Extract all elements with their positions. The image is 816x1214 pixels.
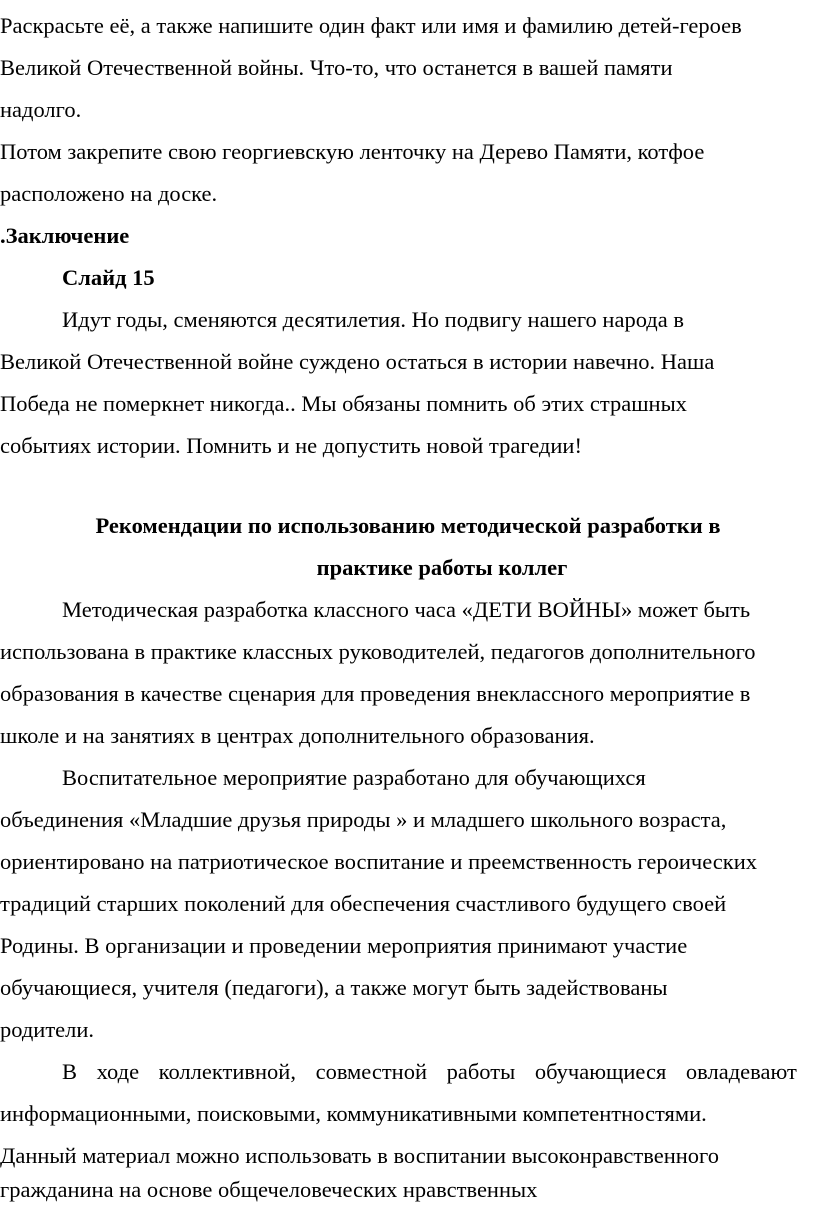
method-line-1: Методическая разработка классного часа «ДЕТИ ВОЙНЫ» может быть [62, 597, 751, 622]
attach-line-2: расположено на доске. [0, 181, 218, 206]
intro-line-3: надолго. [0, 97, 82, 122]
event-line-1: Воспитательное мероприятие разработано для обучающихся [62, 765, 646, 790]
recommendations-heading-line-1: Рекомендации по использованию методической разработки в [95, 513, 721, 538]
years-line-2: Великой Отечественной войне суждено остаться в истории навечно. Наша [0, 349, 715, 374]
collective-line-2: информационными, поисковыми, коммуникативными компетентностями. [0, 1101, 707, 1126]
intro-line-2: Великой Отечественной войны. Что-то, что останется в вашей памяти [0, 55, 673, 80]
years-line-3: Победа не померкнет никогда.. Мы обязаны помнить об этих страшных [0, 391, 687, 416]
material-line-1: Данный материал можно использовать в воспитании высоконравственного [0, 1143, 719, 1168]
method-line-4: школе и на занятиях в центрах дополнительного образования. [0, 723, 595, 748]
years-line-4: событиях истории. Помнить и не допустить новой трагедии! [0, 433, 582, 458]
slide-heading: Слайд 15 [62, 265, 155, 290]
event-line-5: Родины. В организации и проведении мероприятия принимают участие [0, 933, 688, 958]
event-line-3: ориентировано на патриотическое воспитание и преемственность героических [0, 849, 758, 874]
years-line-1: Идут годы, сменяются десятилетия. Но подвигу нашего народа в [62, 307, 684, 332]
recommendations-heading-line-2: практике работы коллег [316, 555, 568, 580]
event-line-6: обучающиеся, учителя (педагоги), а также могут быть задействованы [0, 975, 668, 1000]
intro-line-1: Раскрасьте её, а также напишите один факт или имя и фамилию детей-героев [0, 13, 742, 38]
event-line-2: объединения «Младшие друзья природы » и младшего школьного возраста, [0, 807, 727, 832]
attach-line-1: Потом закрепите свою георгиевскую ленточку на Дерево Памяти, котфое [0, 139, 705, 164]
method-line-2: использована в практике классных руководителей, педагогов дополнительного [0, 639, 756, 664]
method-line-3: образования в качестве сценария для проведения внеклассного мероприятие в [0, 681, 751, 706]
event-line-7: родители. [0, 1017, 95, 1042]
collective-line-1: В ходе коллективной, совместной работы обучающиеся овладевают [62, 1059, 797, 1084]
material-line-2: гражданина на основе общечеловеческих нравственных [0, 1177, 538, 1202]
conclusion-heading: .Заключение [0, 223, 130, 248]
event-line-4: традиций старших поколений для обеспечения счастливого будущего своей [0, 891, 727, 916]
